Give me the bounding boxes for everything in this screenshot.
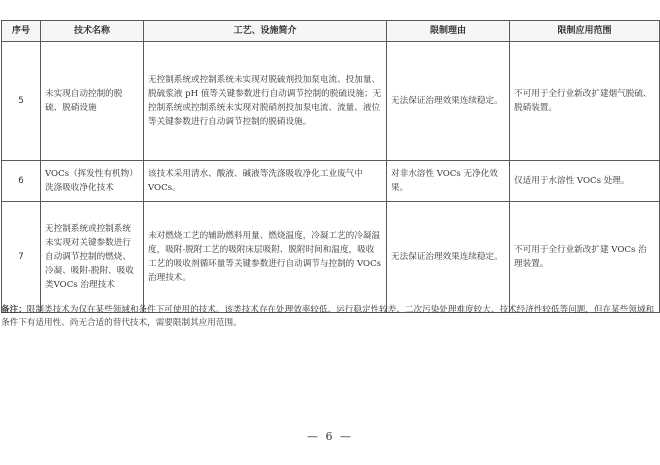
row-number: 6 bbox=[2, 161, 41, 202]
restriction-scope: 不可用于全行业新改扩建 VOCs 治理装置。 bbox=[510, 202, 660, 313]
table-row bbox=[2, 42, 660, 161]
process-description: 该技术采用清水、酸液、碱液等洗涤吸收净化工业废气中 VOCs。 bbox=[144, 161, 387, 202]
technology-name: VOCs（挥发性有机物）洗涤吸收净化技术 bbox=[41, 161, 144, 202]
footnote-text: 限制类技术为仅在某些领域和条件下可使用的技术。该类技术存在处理效率较低、运行稳定性较差、二次污染处理难度较大、技术经济性较低等问题，但在某些领域和条件下有适用性、尚无合适的替代技术，需要限制其应用范围。 bbox=[1, 305, 655, 328]
process-description: 未对燃烧工艺的辅助燃料用量、燃烧温度，冷凝工艺的冷凝温度，吸附-脱附工艺的吸附床层吸附、脱附时间和温度，吸收工艺的吸收剂循环量等关键参数进行自动调节与控制的 VOCs 治理技术。 bbox=[144, 202, 387, 313]
footnote-label: 备注： bbox=[1, 305, 27, 315]
footnote bbox=[1, 304, 657, 330]
header-scope: 限制应用范围 bbox=[510, 21, 660, 42]
restriction-reason: 无法保证治理效果连续稳定。 bbox=[387, 202, 510, 313]
restriction-reason: 无法保证治理效果连续稳定。 bbox=[387, 42, 510, 161]
page-number: — 6 — bbox=[307, 430, 353, 443]
restriction-reason: 对非水溶性 VOCs 无净化效果。 bbox=[387, 161, 510, 202]
header-no: 序号 bbox=[2, 21, 41, 42]
row-number: 5 bbox=[2, 42, 41, 161]
header-reason: 限制理由 bbox=[387, 21, 510, 42]
table-row bbox=[2, 161, 660, 202]
restricted-technology-table bbox=[1, 20, 660, 313]
table-row bbox=[2, 202, 660, 313]
row-number: 7 bbox=[2, 202, 41, 313]
process-description: 无控制系统或控制系统未实现对脱硫剂投加泵电流、投加量、脱硫浆液 pH 值等关键参数进行自动调节控制的脱硫设施；无控制系统或控制系统未实现对脱硝剂投加泵电流、流量、液位等关键参数进行自动调节控制的脱硝设施。 bbox=[144, 42, 387, 161]
restriction-scope: 仅适用于水溶性 VOCs 处理。 bbox=[510, 161, 660, 202]
header-name: 技术名称 bbox=[41, 21, 144, 42]
technology-name: 无控制系统或控制系统未实现对关键参数进行自动调节控制的燃烧、冷凝、吸附-脱附、吸收类VOCs 治理技术 bbox=[41, 202, 144, 313]
technology-name: 未实现自动控制的脱硫、脱硝设施 bbox=[41, 42, 144, 161]
restriction-scope: 不可用于全行业新改扩建烟气脱硫、脱硝装置。 bbox=[510, 42, 660, 161]
table-header-row bbox=[2, 21, 660, 42]
header-desc: 工艺、设施简介 bbox=[144, 21, 387, 42]
